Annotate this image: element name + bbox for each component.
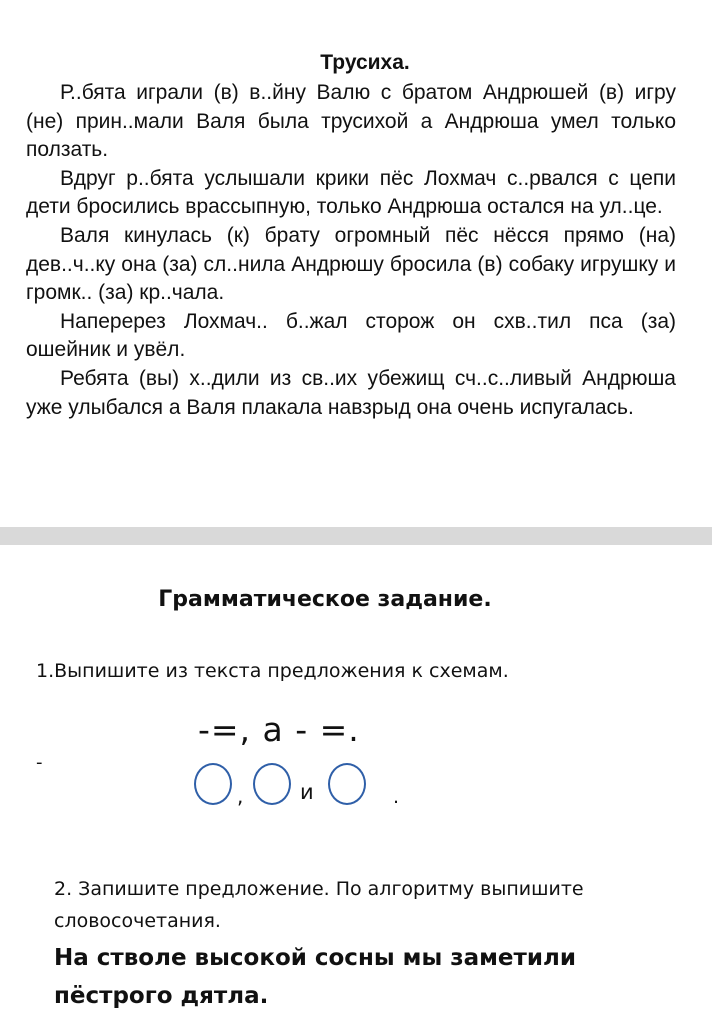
- scheme-circle-1: [194, 763, 232, 805]
- scheme-period: .: [393, 786, 400, 808]
- story-text: [26, 79, 676, 422]
- story-paragraph: Валя кинулась (к) брату огромный пёс нёсся прямо (на) дев..ч..ку она (за) сл..нила Андрюшу бросила (в) собаку игрушку и громк.. (за) кр..чала.: [26, 223, 676, 305]
- task-2-sentence: На стволе высокой сосны мы заметили пёстрого дятла.: [54, 945, 576, 1009]
- story-paragraph: Вдруг р..бята услышали крики пёс Лохмач с..рвался с цепи дети бросились врассыпную, только Андрюша остался на ул..це.: [26, 166, 676, 219]
- sentence-scheme-1: -=, а - =.: [198, 710, 360, 749]
- scheme-conjunction: и: [300, 780, 314, 804]
- scheme-comma: ,: [237, 784, 244, 808]
- story-paragraph: Р..бята играли (в) в..йну Валю с братом Андрюшей (в) игру (не) прин..мали Валя была трусихой а Андрюша умел только ползать.: [26, 81, 676, 162]
- assignment-title: Грамматическое задание.: [158, 587, 492, 612]
- task-1-text: 1.Выпишите из текста предложения к схемам.: [36, 660, 509, 682]
- scheme-circle-3: [328, 763, 366, 805]
- stray-dash: -: [36, 752, 43, 773]
- scheme-circle-2: [253, 763, 291, 805]
- page-separator: [0, 527, 712, 545]
- story-title: Трусиха.: [320, 51, 410, 74]
- story-paragraph: Наперерез Лохмач.. б..жал сторож он схв..тил пса (за) ошейник и увёл.: [26, 309, 676, 362]
- story-paragraph: Ребята (вы) х..дили из св..их убежищ сч..с..ливый Андрюша уже улыбался а Валя плакала навзрыд она очень испугалась.: [26, 366, 676, 419]
- task-2-text: 2. Запишите предложение. По алгоритму выпишите словосочетания.: [54, 878, 584, 932]
